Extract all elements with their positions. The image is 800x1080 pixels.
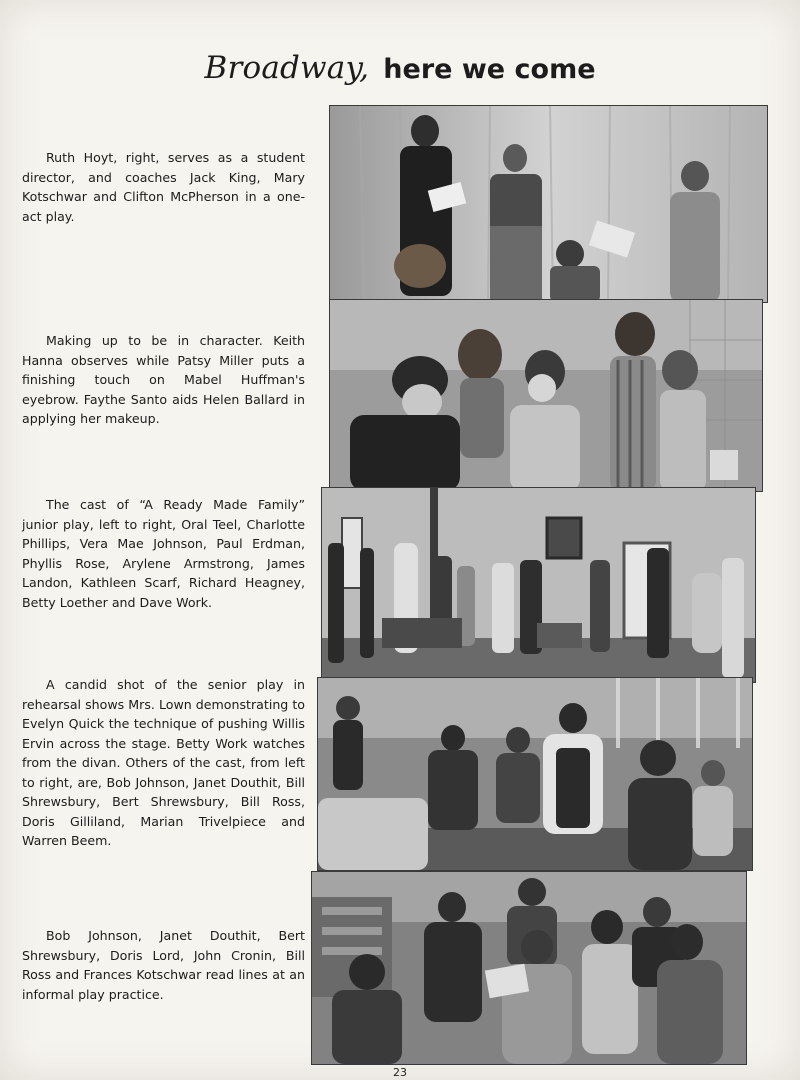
photo-student-director xyxy=(329,105,768,303)
caption-senior-play-rehearsal: A candid shot of the senior play in rehearsal shows Mrs. Lown demonstrating to Evelyn Quick the technique of pushing Willis Ervin across the stage. Betty Work watches from the divan. Others of the cast, from left to right, are, Bob Johnson, Janet Douthit, Bill Shrewsbury, Bert Shrewsbury, Bill Ross, Doris Gilliland, Marian Trivelpiece and Warren Beem. xyxy=(22,677,305,848)
photo-makeup xyxy=(329,299,763,492)
caption-informal-practice: Bob Johnson, Janet Douthit, Bert Shrewsbury, Doris Lord, John Cronin, Bill Ross and Frances Kotschwar read lines at an informal play practice. xyxy=(22,928,305,1002)
title-bold-part: here we come xyxy=(383,54,596,85)
photo-senior-play-rehearsal xyxy=(317,677,753,871)
photo-junior-play-cast xyxy=(321,487,756,683)
caption-student-director: Ruth Hoyt, right, serves as a student director, and coaches Jack King, Mary Kotschwar and Clifton McPherson in a one-act play. xyxy=(22,150,305,224)
page-title xyxy=(0,48,800,86)
title-script-part: Broadway, xyxy=(204,50,370,86)
photo-informal-practice xyxy=(311,871,747,1065)
caption-makeup: Making up to be in character. Keith Hanna observes while Patsy Miller puts a finishing touch on Mabel Huffman's eyebrow. Faythe Santo aids Helen Ballard in applying her makeup. xyxy=(22,333,305,426)
page-number: 23 xyxy=(393,1066,407,1079)
caption-junior-play-cast: The cast of “A Ready Made Family” junior play, left to right, Oral Teel, Charlotte Phillips, Vera Mae Johnson, Paul Erdman, Phyllis Rose, Arylene Armstrong, James Landon, Kathleen Scarf, Richard Heagney, Betty Loether and Dave Work. xyxy=(22,497,305,610)
